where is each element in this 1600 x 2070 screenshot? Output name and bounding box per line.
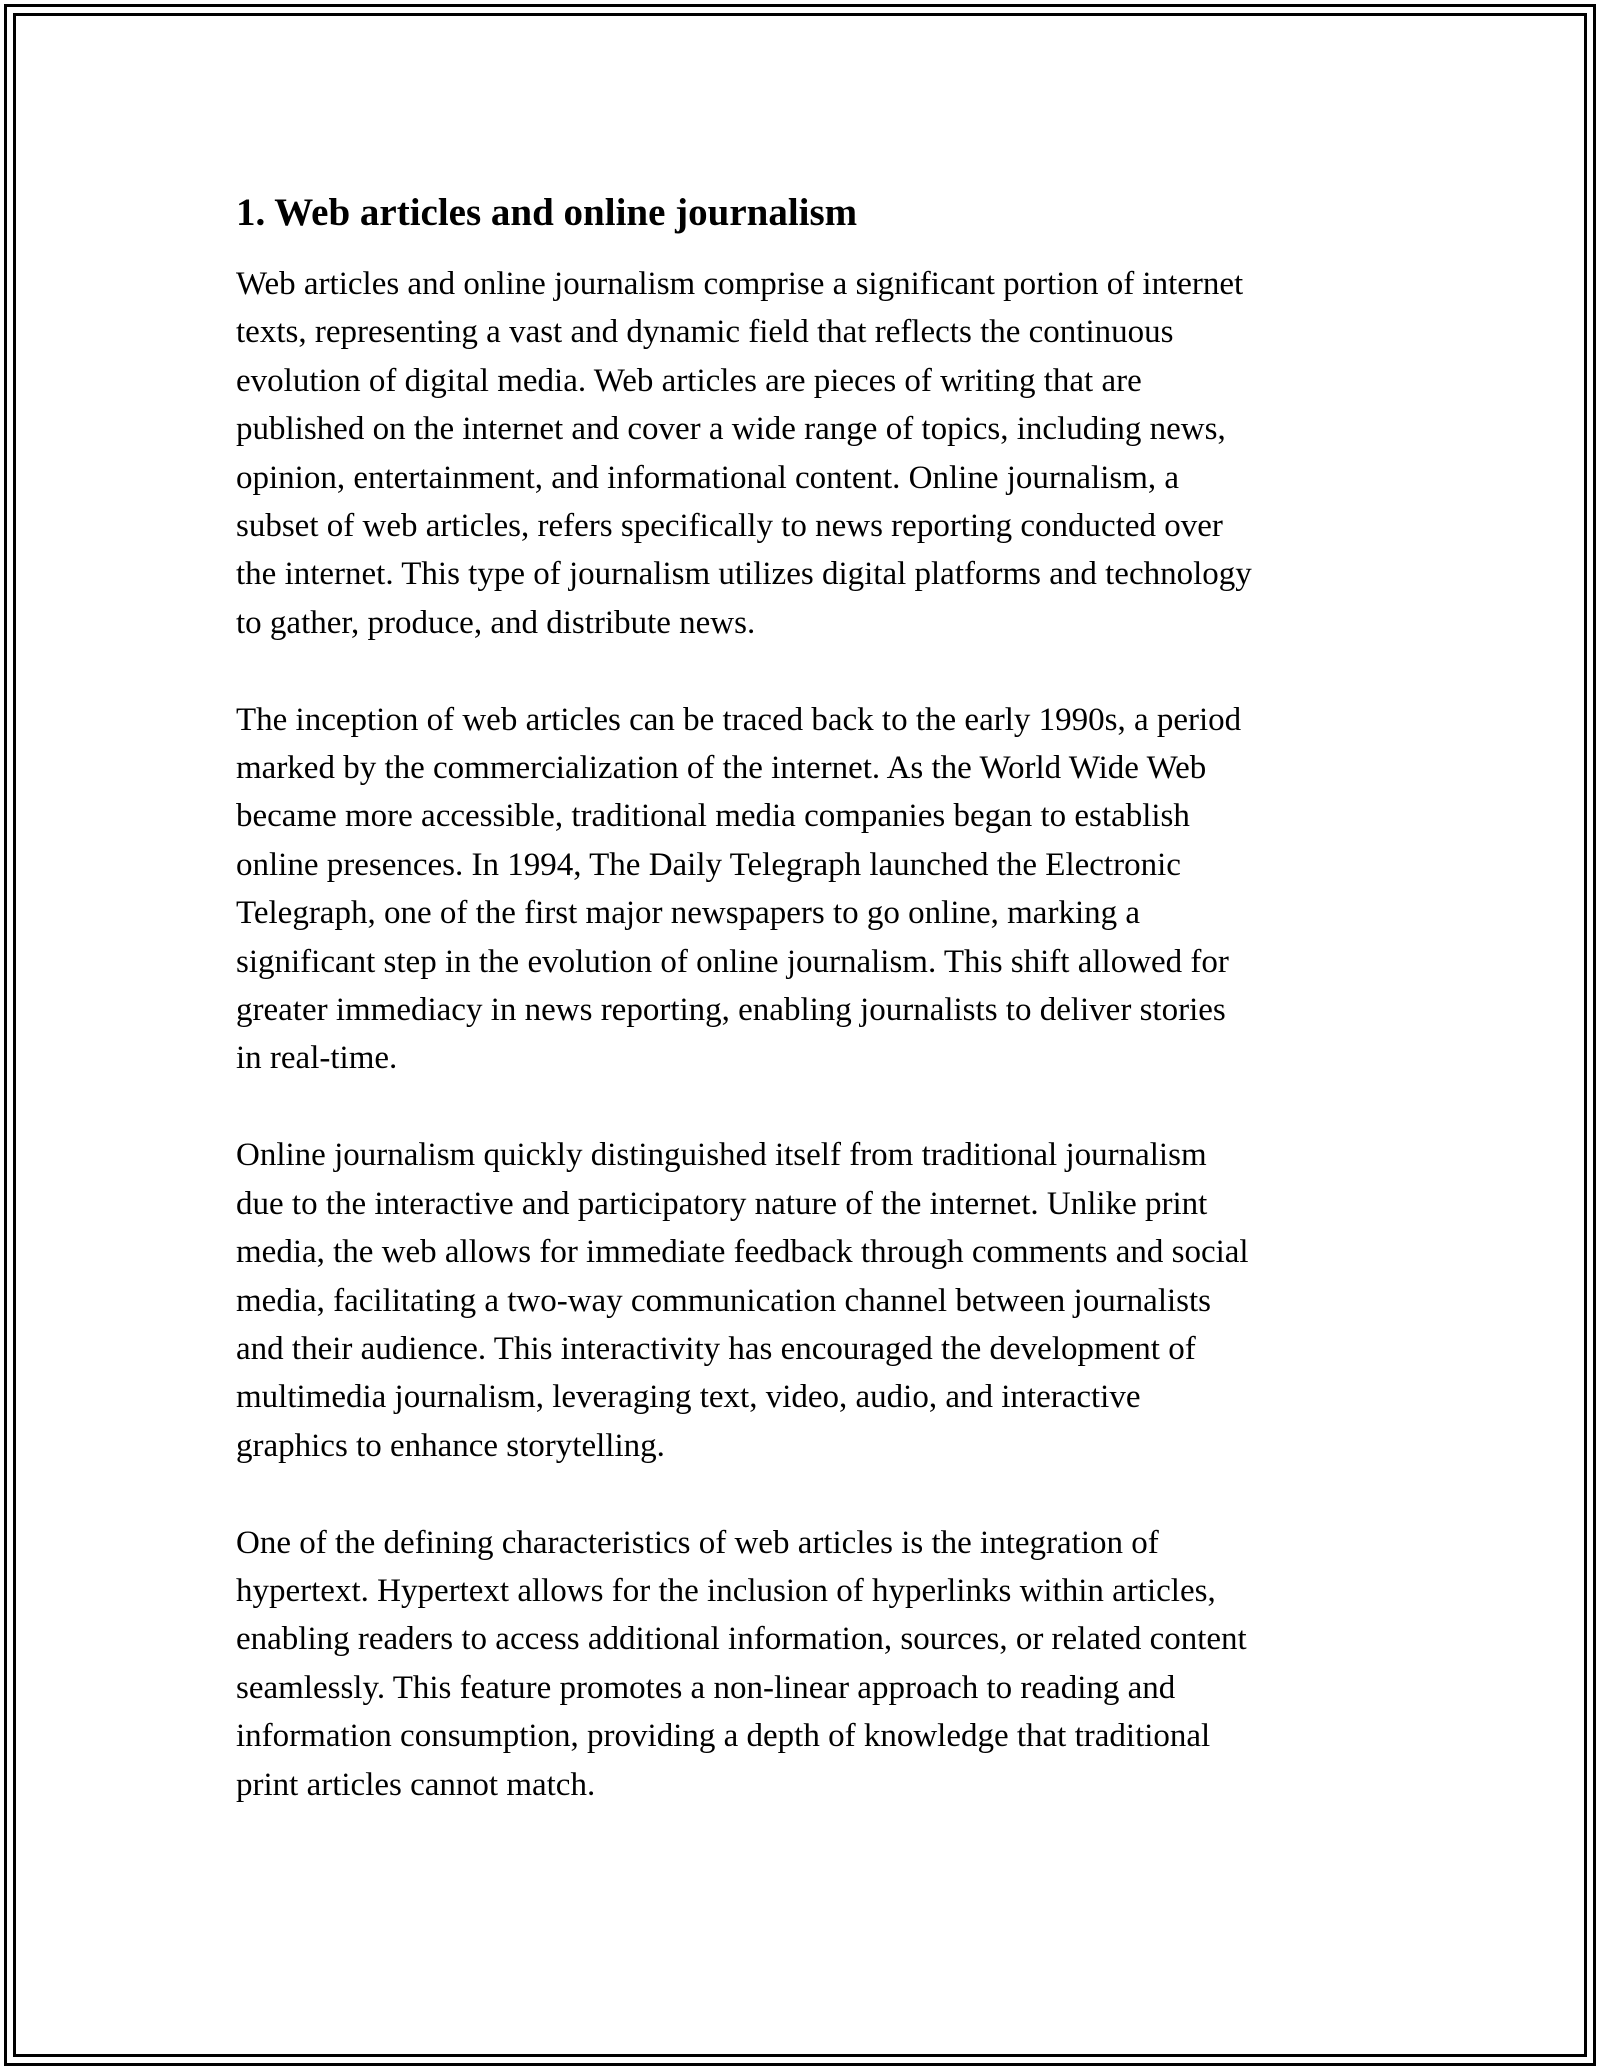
paragraph-line: seamlessly. This feature promotes a non-linear approach to reading and [236, 1669, 1176, 1706]
paragraph-line: media, facilitating a two-way communication channel between journalists [236, 1282, 1212, 1319]
paragraph-line: media, the web allows for immediate feedback through comments and social [236, 1234, 1249, 1271]
paragraph-line: multimedia journalism, leveraging text, video, audio, and interactive [236, 1379, 1141, 1416]
paragraph-line: and their audience. This interactivity has encouraged the development of [236, 1330, 1196, 1367]
paragraph-line: texts, representing a vast and dynamic field that reflects the continuous [236, 314, 1174, 351]
paragraph-line: subset of web articles, refers specifically to news reporting conducted over [236, 508, 1223, 545]
paragraph-line: hypertext. Hypertext allows for the inclusion of hyperlinks within articles, [236, 1572, 1216, 1609]
paragraph-line: greater immediacy in news reporting, enabling journalists to deliver stories [236, 992, 1226, 1029]
section-heading: 1. Web articles and online journalism [236, 191, 858, 234]
paragraph-line: enabling readers to access additional information, sources, or related content [236, 1621, 1247, 1658]
paragraph-1 [236, 260, 1386, 647]
paragraph-line: Telegraph, one of the first major newspapers to go online, marking a [236, 895, 1141, 932]
paragraph-line: marked by the commercialization of the internet. As the World Wide Web [236, 750, 1207, 787]
paragraph-line: significant step in the evolution of online journalism. This shift allowed for [236, 943, 1229, 980]
paragraph-line: online presences. In 1994, The Daily Telegraph launched the Electronic [236, 846, 1181, 883]
document-body [236, 186, 1386, 1857]
paragraph-line: became more accessible, traditional media companies began to establish [236, 798, 1190, 835]
paragraph-line: graphics to enhance storytelling. [236, 1427, 665, 1464]
paragraph-line: due to the interactive and participatory nature of the internet. Unlike print [236, 1185, 1208, 1222]
paragraph-line: information consumption, providing a depth of knowledge that traditional [236, 1718, 1211, 1755]
paragraph-line: print articles cannot match. [236, 1766, 596, 1803]
paragraph-4 [236, 1519, 1386, 1809]
paragraph-line: Online journalism quickly distinguished itself from traditional journalism [236, 1137, 1207, 1174]
paragraph-3 [236, 1131, 1386, 1470]
paragraph-line: One of the defining characteristics of web articles is the integration of [236, 1524, 1159, 1561]
paragraph-line: opinion, entertainment, and informational content. Online journalism, a [236, 459, 1180, 496]
paragraph-line: published on the internet and cover a wide range of topics, including news, [236, 411, 1226, 448]
paragraph-2 [236, 696, 1386, 1083]
paragraph-line: the internet. This type of journalism utilizes digital platforms and technology [236, 556, 1252, 593]
paragraph-line: Web articles and online journalism comprise a significant portion of internet [236, 266, 1244, 302]
paragraph-line: evolution of digital media. Web articles are pieces of writing that are [236, 362, 1142, 399]
paragraph-line: in real-time. [236, 1040, 398, 1077]
paragraph-line: to gather, produce, and distribute news. [236, 604, 756, 641]
paragraph-line: The inception of web articles can be traced back to the early 1990s, a period [236, 701, 1242, 738]
